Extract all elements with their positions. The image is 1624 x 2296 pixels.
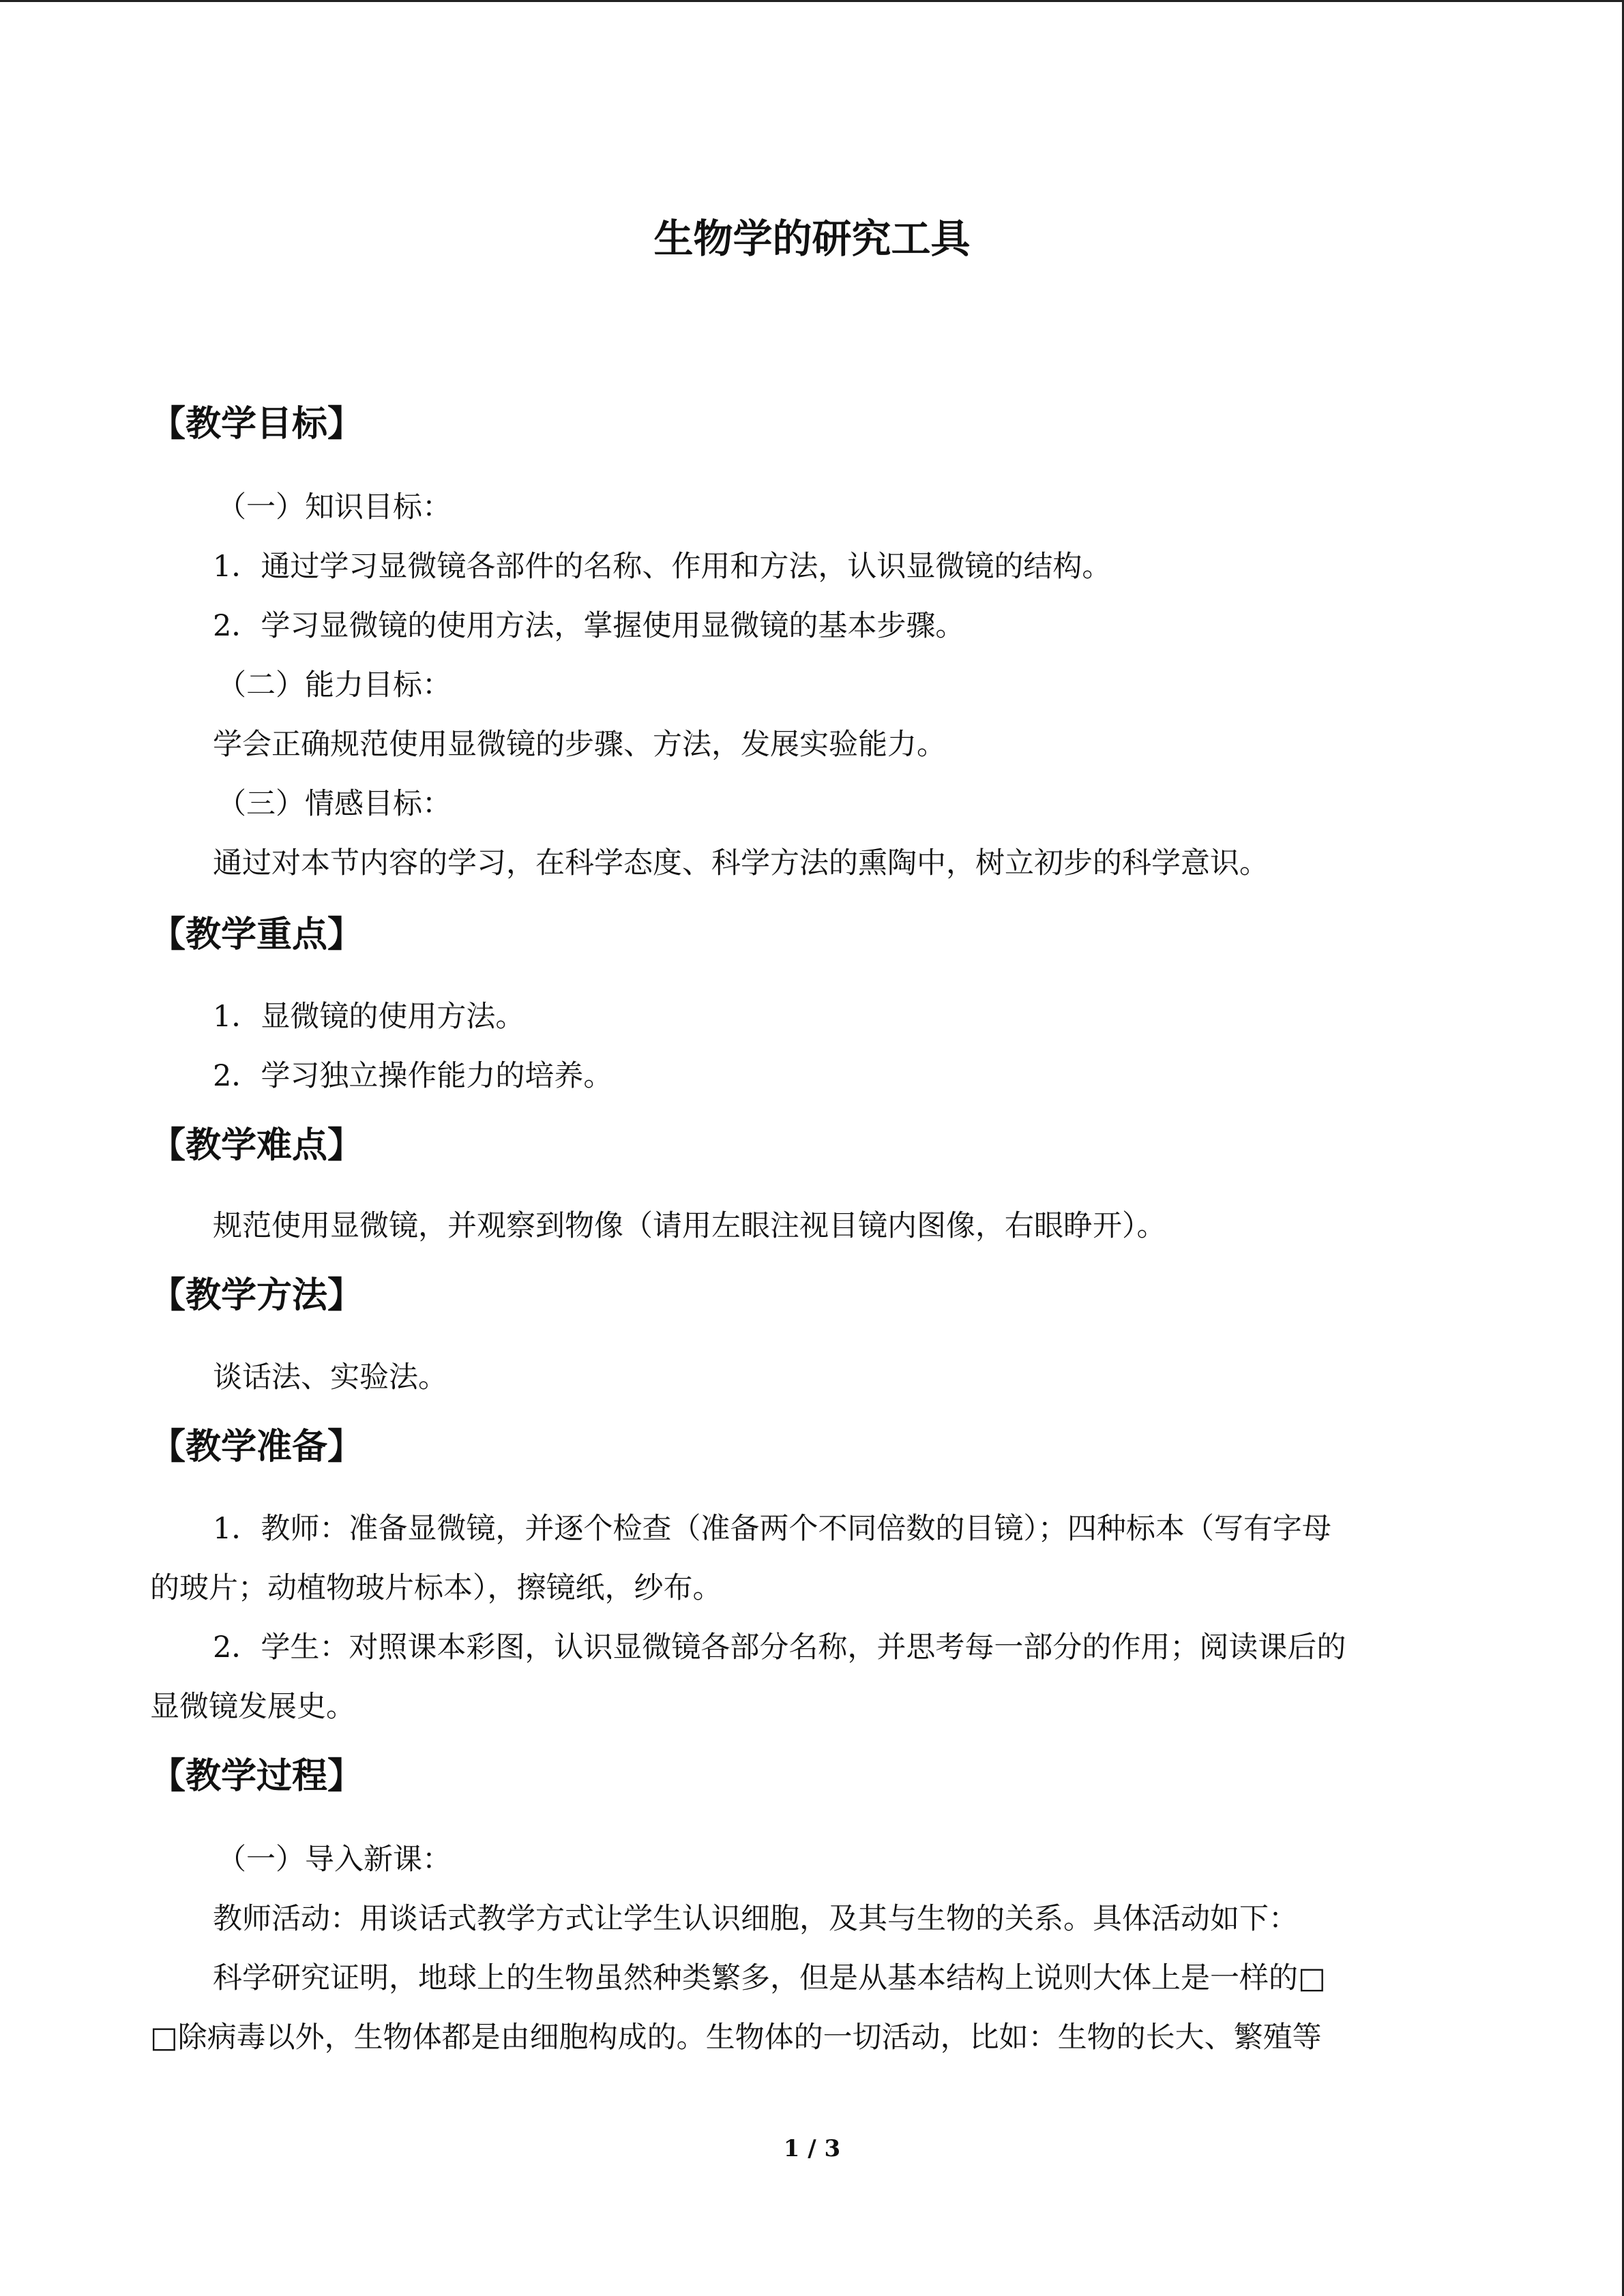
page-border-top bbox=[0, 0, 1624, 2]
page-number: 1 / 3 bbox=[783, 2135, 841, 2162]
ability-goal-item-1: 学会正确规范使用显微镜的步骤、方法，发展实验能力。 bbox=[213, 728, 946, 762]
heading-methods: 【教学方法】 bbox=[150, 1274, 364, 1316]
process-teacher-activity: 教师活动：用谈话式教学方式让学生认识细胞，及其与生物的关系。具体活动如下： bbox=[213, 1902, 1298, 1936]
process-paragraph-line-2: □除病毒以外，生物体都是由细胞构成的。生物体的一切活动，比如：生物的长大、繁殖等 bbox=[150, 2021, 1322, 2055]
key-point-item-2: 2．学习独立操作能力的培养。 bbox=[213, 1059, 613, 1093]
emotion-goal-item-1: 通过对本节内容的学习，在科学态度、科学方法的熏陶中，树立初步的科学意识。 bbox=[213, 846, 1269, 880]
difficulty-item-1: 规范使用显微镜，并观察到物像（请用左眼注视目镜内图像，右眼睁开）。 bbox=[213, 1209, 1166, 1243]
ability-goal-label: （二）能力目标： bbox=[217, 668, 452, 702]
heading-teaching-goals: 【教学目标】 bbox=[150, 403, 364, 445]
knowledge-goal-item-1: 1．通过学习显微镜各部件的名称、作用和方法，认识显微镜的结构。 bbox=[213, 550, 1112, 584]
key-point-item-1: 1．显微镜的使用方法。 bbox=[213, 1000, 525, 1034]
method-item-1: 谈话法、实验法。 bbox=[213, 1360, 447, 1395]
heading-preparation: 【教学准备】 bbox=[150, 1426, 364, 1467]
heading-key-points: 【教学重点】 bbox=[150, 914, 364, 955]
knowledge-goal-label: （一）知识目标： bbox=[217, 490, 452, 524]
preparation-teacher-line-1: 1．教师：准备显微镜，并逐个检查（准备两个不同倍数的目镜）；四种标本（写有字母 bbox=[213, 1512, 1331, 1546]
process-paragraph-line-1: 科学研究证明，地球上的生物虽然种类繁多，但是从基本结构上说则大体上是一样的□ bbox=[213, 1961, 1326, 1995]
heading-process: 【教学过程】 bbox=[150, 1755, 364, 1797]
preparation-teacher-line-2: 的玻片；动植物玻片标本），擦镜纸，纱布。 bbox=[150, 1571, 722, 1605]
preparation-student-line-2: 显微镜发展史。 bbox=[150, 1690, 355, 1724]
knowledge-goal-item-2: 2．学习显微镜的使用方法，掌握使用显微镜的基本步骤。 bbox=[213, 609, 965, 643]
preparation-student-line-1: 2．学生：对照课本彩图，认识显微镜各部分名称，并思考每一部分的作用；阅读课后的 bbox=[213, 1630, 1346, 1665]
process-intro-label: （一）导入新课： bbox=[217, 1843, 452, 1877]
emotion-goal-label: （三）情感目标： bbox=[217, 787, 452, 821]
heading-difficulties: 【教学难点】 bbox=[150, 1124, 364, 1166]
page-title: 生物学的研究工具 bbox=[653, 215, 971, 262]
